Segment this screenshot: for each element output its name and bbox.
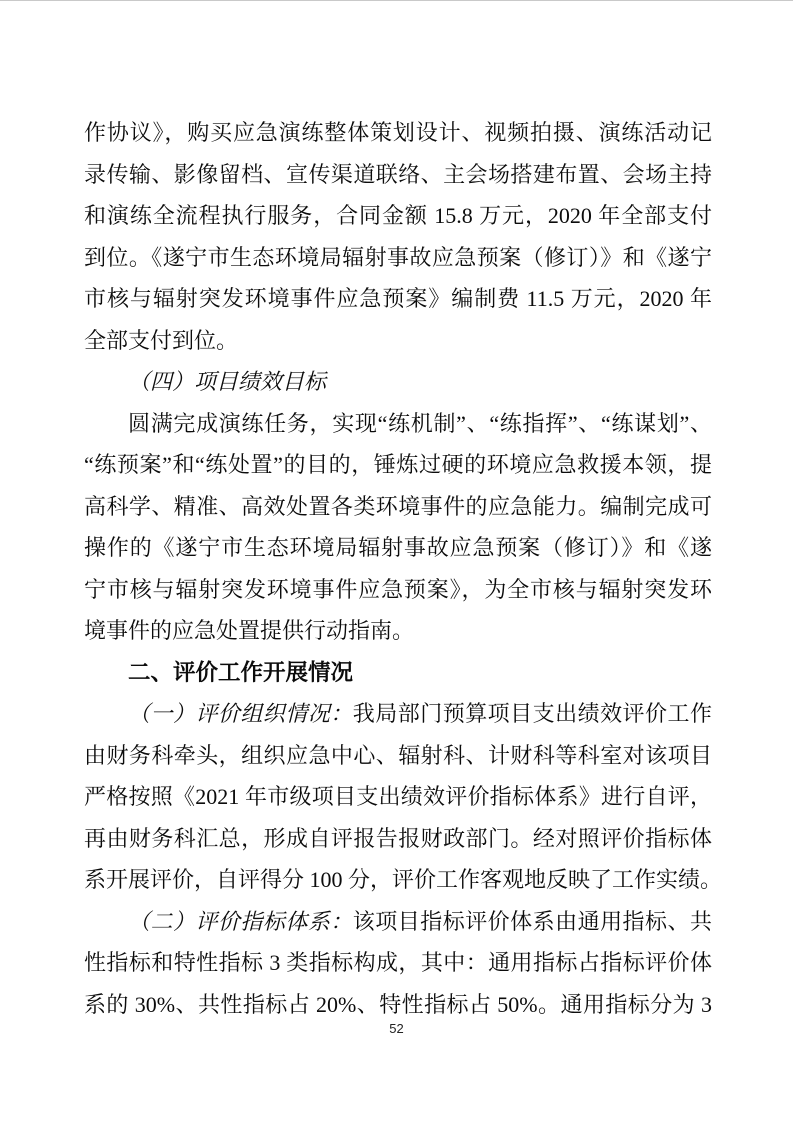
document-text-block xyxy=(84,112,723,1025)
body-line: “练预案”和“练处置”的目的，锤炼过硬的环境应急救援本领，提 xyxy=(84,452,712,477)
body-line-text: 该项目指标评价体系由通用指标、共 xyxy=(352,908,712,934)
subsection-lead-2: （二）评价指标体系： xyxy=(128,908,353,934)
body-line: 市核与辐射突发环境事件应急预案》编制费 11.5 万元，2020 年 xyxy=(84,286,712,311)
body-line xyxy=(84,901,712,943)
body-line: 严格按照《2021 年市级项目支出绩效评价指标体系》进行自评， xyxy=(84,784,712,809)
body-line: 境事件的应急处置提供行动指南。 xyxy=(84,618,415,643)
body-line: 系开展评价，自评得分 100 分，评价工作客观地反映了工作实绩。 xyxy=(84,867,723,892)
body-line: 和演练全流程执行服务，合同金额 15.8 万元，2020 年全部支付 xyxy=(84,203,712,228)
body-line xyxy=(84,693,712,735)
body-line: 性指标和特性指标 3 类指标构成，其中：通用指标占指标评价体 xyxy=(84,950,712,975)
body-line: 宁市核与辐射突发环境事件应急预案》，为全市核与辐射突发环 xyxy=(84,576,712,602)
section-heading-2: 二、评价工作开展情况 xyxy=(128,659,354,685)
subsection-lead-1: （一）评价组织情况： xyxy=(128,701,353,726)
body-line: 圆满完成演练任务，实现“练机制”、“练指挥”、“练谋划”、 xyxy=(128,410,712,436)
body-line-text: 我局部门预算项目支出绩效评价工作 xyxy=(352,701,712,726)
body-line: 再由财务科汇总，形成自评报告报财政部门。经对照评价指标体 xyxy=(84,825,712,851)
body-line: 系的 30%、共性指标占 20%、特性指标占 50%。通用指标分为 3 xyxy=(84,991,712,1017)
body-line: 由财务科牵头，组织应急中心、辐射科、计财科等科室对该项目 xyxy=(84,742,712,768)
body-line: 高科学、精准、高效处置各类环境事件的应急能力。编制完成可 xyxy=(84,493,712,519)
body-line: 作协议》，购买应急演练整体策划设计、视频拍摄、演练活动记 xyxy=(84,120,712,145)
subsection-heading-4: （四）项目绩效目标 xyxy=(128,369,327,394)
body-line: 操作的《遂宁市生态环境局辐射事故应急预案（修订）》和《遂 xyxy=(84,535,712,560)
body-line: 全部支付到位。 xyxy=(84,327,239,353)
body-line: 到位。《遂宁市生态环境局辐射事故应急预案（修订）》和《遂宁 xyxy=(84,244,712,270)
page-number: 52 xyxy=(389,1021,404,1036)
body-line: 录传输、影像留档、宣传渠道联络、主会场搭建布置、会场主持 xyxy=(84,161,712,187)
